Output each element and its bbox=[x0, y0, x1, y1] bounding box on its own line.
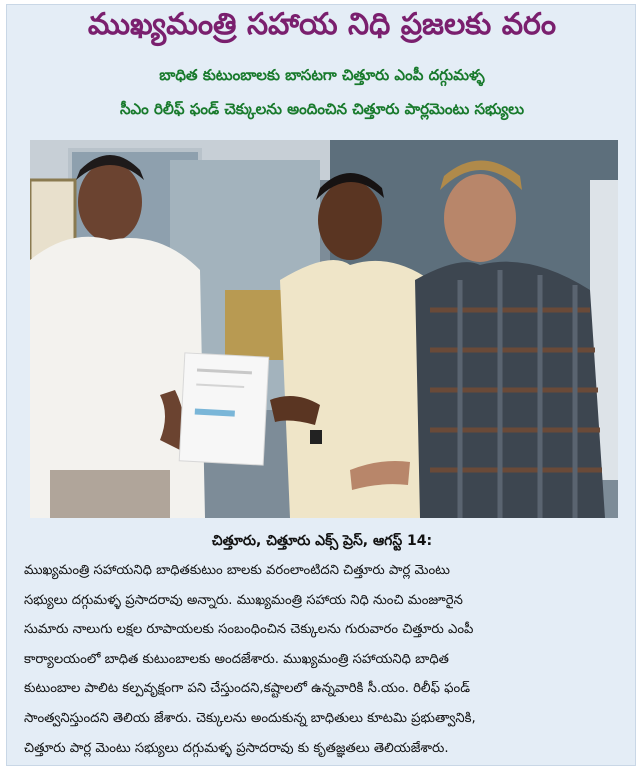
body-line: సాంత్వనిస్తుందని తెలియ జేశారు. చెక్కులను అందుకున్న బాధితులు కూటమి ప్రభుత్వానికి, bbox=[24, 710, 476, 726]
news-photo-illustration bbox=[30, 140, 618, 518]
body-line: కార్యాలయంలో బాధిత కుటుంబాలకు అందజేశారు. ముఖ్యమంత్రి సహాయనిధి బాధిత bbox=[24, 651, 449, 667]
dateline: చిత్తూరు, చిత్తూరు ఎక్స్ ప్రెస్, ఆగస్ట్ 14: bbox=[211, 533, 433, 549]
body-line: ముఖ్యమంత్రి సహాయనిధి బాధితకుటుం బాలకు వరంలాంటిదని చిత్తూరు పార్ల మెంటు bbox=[24, 563, 450, 578]
body-line: కుటుంబాల పాలిట కల్పవృక్షంగా పని చేస్తుందని,కష్టాలలో ఉన్నవారికి సీ.యం. రిలీఫ్ ఫండ్ bbox=[24, 681, 470, 697]
body-line: సుమారు నాలుగు లక్షల రూపాయలకు సంబంధించిన చెక్కులను గురువారం చిత్తూరు ఎంపీ bbox=[24, 622, 474, 638]
body-line: చిత్తూరు పార్ల మెంటు సభ్యులు దగ్గుమళ్ళ ప్రసాదరావు కు కృతజ్ఞతలు తెలియజేశారు. bbox=[24, 740, 449, 756]
subheadline-2: సీఎం రిలీఫ్ ఫండ్ చెక్కులను అందించిన చిత్తూరు పార్లమెంటు సభ్యులు bbox=[119, 100, 525, 118]
headline: ముఖ్యమంత్రి సహాయ నిధి ప్రజలకు వరం bbox=[87, 7, 557, 42]
body-line: సభ్యులు దగ్గుమళ్ళ ప్రసాదరావు అన్నారు. ముఖ్యమంత్రి సహాయ నిధి నుంచి మంజూరైన bbox=[24, 592, 463, 608]
news-photo bbox=[30, 140, 618, 518]
article-body bbox=[24, 556, 624, 763]
subheadline-1: బాధిత కుటుంబాలకు బాసటగా చిత్తూరు ఎంపీ దగ్గుమళ్ళ bbox=[159, 66, 485, 84]
